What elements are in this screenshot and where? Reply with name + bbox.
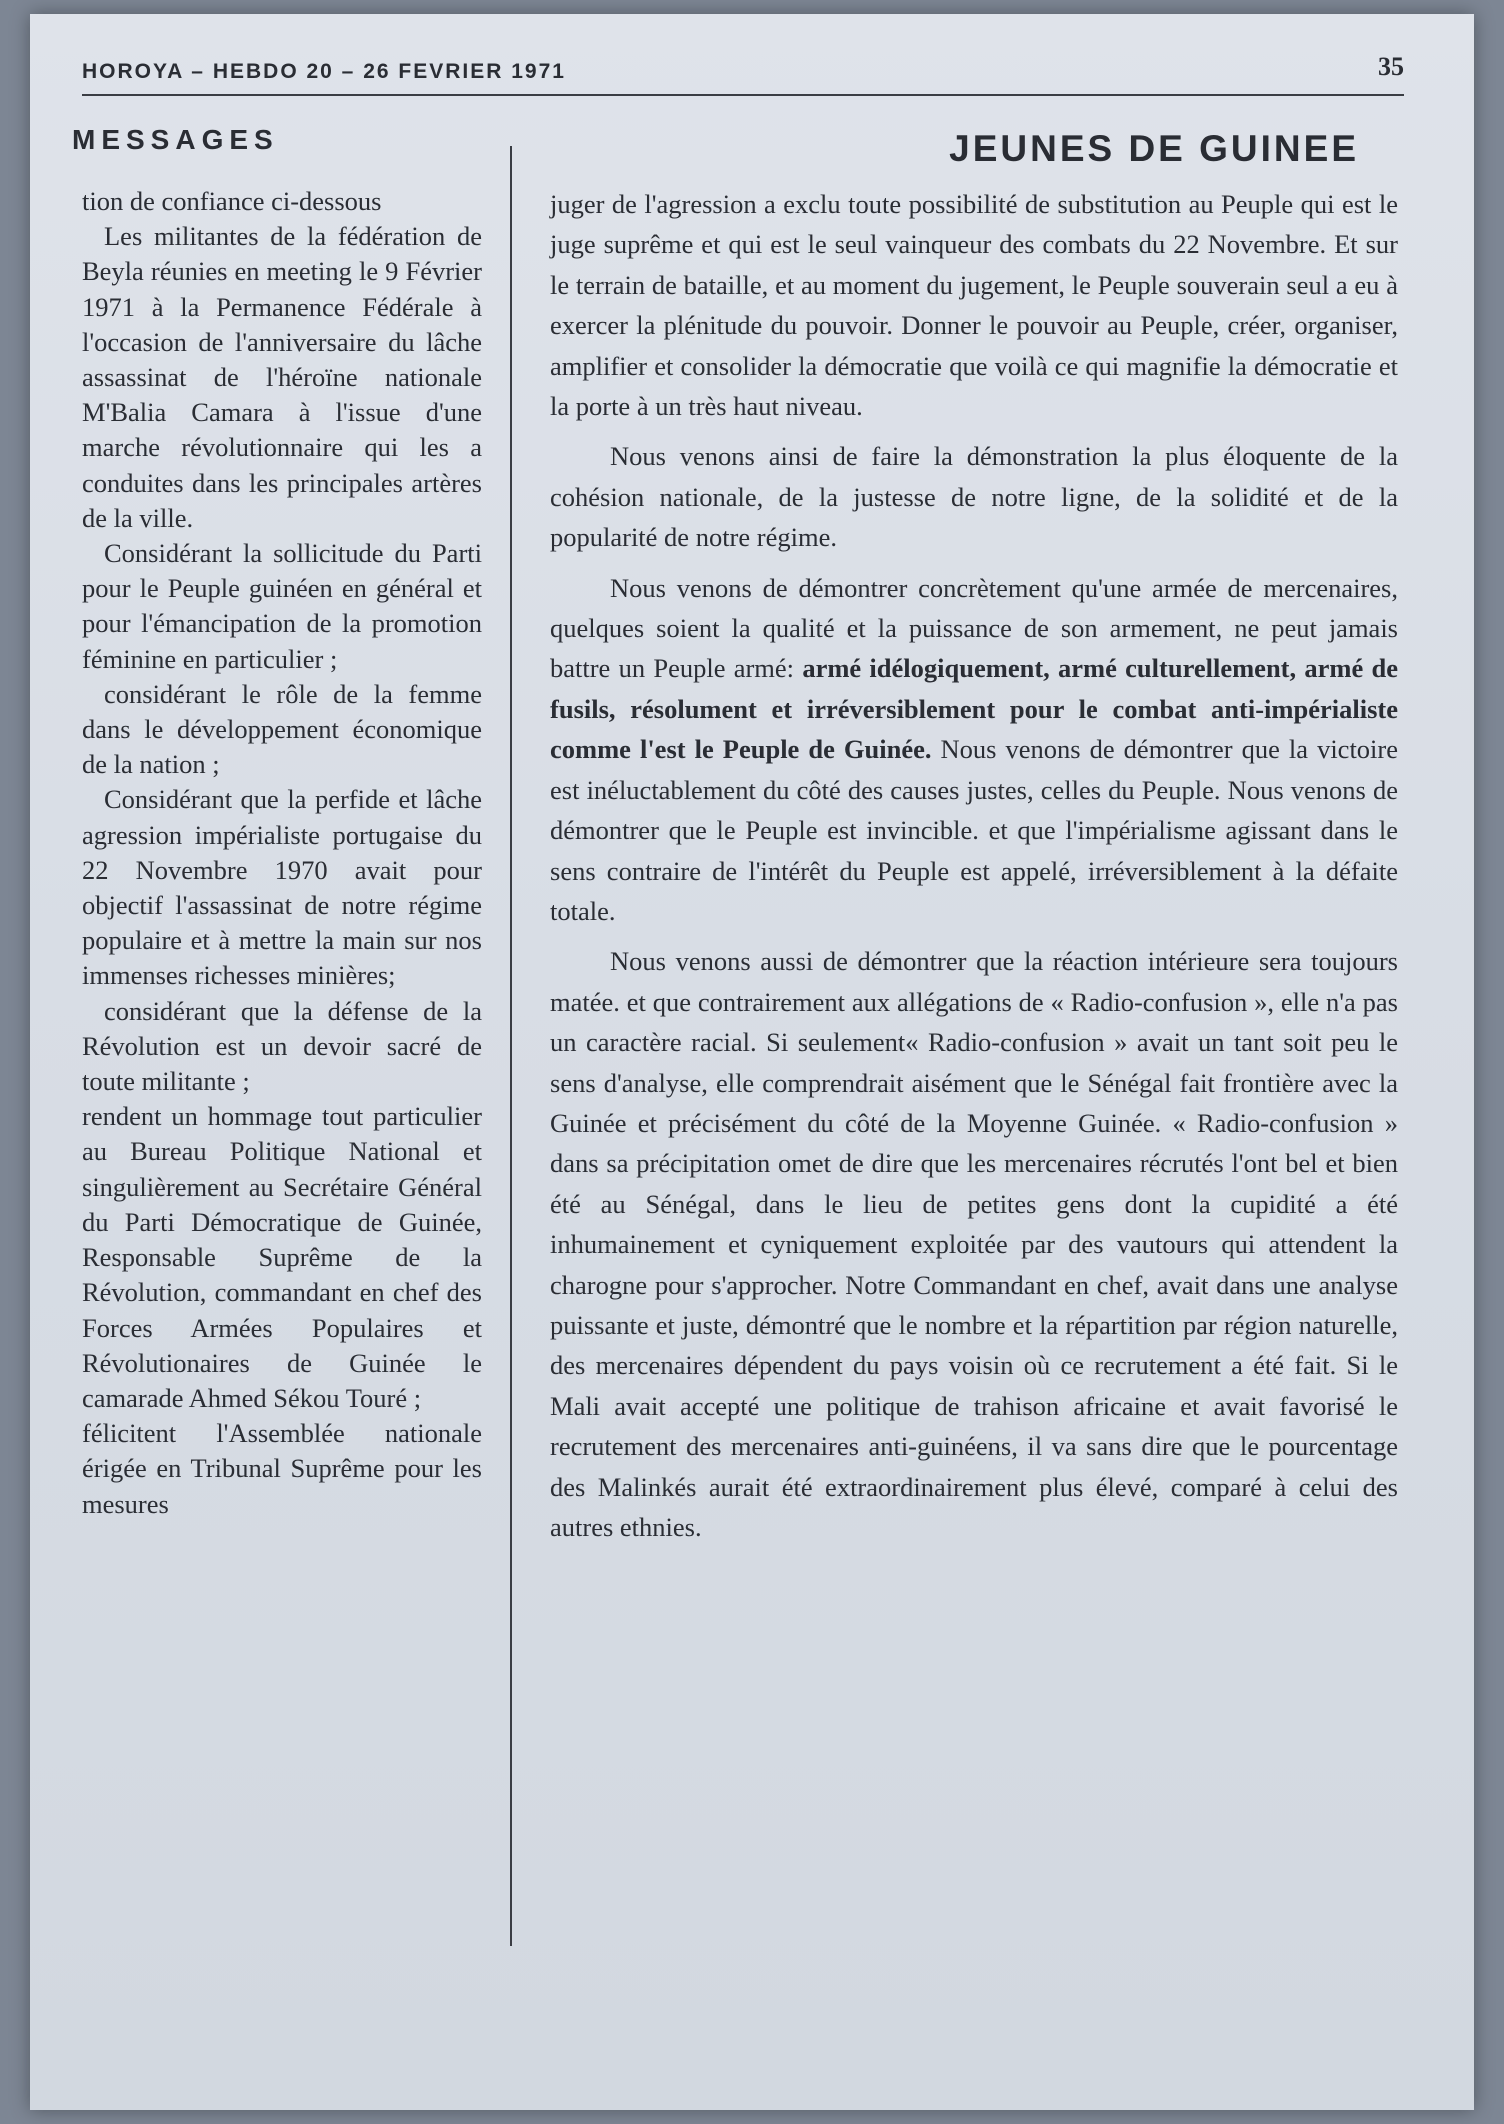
right-paragraph-1: juger de l'agression a exclu toute possibilité de substitution au Peuple qui est le juge suprême et qui est le seul vainqueur des combats du 22 Novembre. Et sur le terrain de bataille, et au moment du jugement, le Peuple souverain seul a eu à exercer la plénitude du pouvoir. Donner le pouvoir au Peuple, créer, organiser, amplifier et consolider la démocratie que voilà ce qui magnifie la démocratie et la porte à un très haut niveau. — [550, 189, 1398, 422]
left-paragraph: Considérant que la perfide et lâche agression impérialiste portugaise du 22 Novembre 1970 avait pour objectif l'assassinat de notre régime populaire et à mettre la main sur nos immenses richesses minières; — [82, 784, 482, 991]
page-header — [82, 38, 1404, 96]
left-paragraph: tion de confiance ci-dessous — [82, 186, 382, 216]
page-number: 35 — [1378, 52, 1404, 81]
section-title-jeunes: JEUNES DE GUINEE — [949, 128, 1359, 169]
left-paragraph: rendent un hommage tout particulier au Bureau Politique National et singulièrement au Secrétaire Général du Parti Démocratique de Guinée, Responsable Suprême de la Révolution, commandant en chef des Forces Armées Populaires et Révolutionaires de Guinée le camarade Ahmed Sékou Touré ; — [82, 1101, 482, 1413]
para3-start: Nous venons de démontrer concrètement qu'une armée de mercenaires, quelques soient la qualité et la puissance de son armement, ne peut jamais battre un Peuple armé: — [550, 572, 1398, 684]
left-paragraph: Les militantes de la fédération de Beyla réunies en meeting le 9 Février 1971 à la Permanence Fédérale à l'occasion de l'anniversaire du lâche assassinat de l'héroïne nationale M'Balia Camara à l'issue d'une marche révolutionnaire qui les a conduites dans les principales artères de la ville. — [82, 221, 482, 533]
section-title-messages: MESSAGES — [72, 124, 279, 155]
left-paragraph: considérant que la défense de la Révolution est un devoir sacré de toute militante ; — [82, 995, 482, 1097]
right-paragraph-3 — [550, 568, 1398, 932]
column-divider — [510, 146, 512, 1946]
right-column — [550, 184, 1398, 1549]
left-paragraph: considérant le rôle de la femme dans le développement économique de la nation ; — [82, 678, 482, 780]
para3-end: Nous venons de démontrer que la victoire est inéluctablement du côté des causes justes, celles du Peuple. Nous venons de démontrer que le Peuple est invincible. et que l'impérialisme agissant dans le sens contraire de l'intérêt du Peuple est appelé, irréversiblement à la défaite totale. — [550, 734, 1399, 926]
publication-line: HOROYA – HEBDO 20 – 26 FEVRIER 1971 — [82, 60, 566, 83]
right-paragraph-2: Nous venons ainsi de faire la démonstration la plus éloquente de la cohésion nationale, de la justesse de notre ligne, de la solidité et de la popularité de notre régime. — [550, 441, 1398, 553]
left-column — [82, 184, 482, 1522]
newspaper-page — [30, 14, 1474, 2110]
right-paragraph-4: Nous venons aussi de démontrer que la réaction intérieure sera toujours matée. et que contrairement aux allégations de « Radio-confusion », elle n'a pas un caractère racial. Si seulement« Radio-confusion » avait un tant soit peu le sens d'analyse, elle comprendrait aisément que le Sénégal fait frontière avec la Guinée et précisément du côté de la Moyenne Guinée. « Radio-confusion » dans sa précipitation omet de dire que les mercenaires récrutés l'ont bel et bien été au Sénégal, dans le lieu de petites gens dont la cupidité a été inhumainement et cyniquement exploitée par des vautours qui attendent la charogne pour s'approcher. Notre Commandant en chef, avait dans une analyse puissante et juste, démontré que le nombre et la répartition par région naturelle, des mercenaires dépendent du pays voisin où ce recrutement a été fait. Si le Mali avait accepté une politique de trahison africaine et avait favorisé le recrutement des mercenaires anti-guinéens, il va sans dire que le pourcentage des Malinkés aurait été extraordinairement plus élevé, comparé à celui des autres ethnies. — [550, 946, 1398, 1542]
left-paragraph: félicitent l'Assemblée nationale érigée en Tribunal Suprême pour les mesures — [82, 1418, 482, 1519]
para3-bold: armé idélogiquement, armé culturellement, armé de fusils, résolument et irréversiblement pour le combat anti-impérialiste comme l'est le Peuple de Guinée. — [550, 653, 1398, 765]
left-paragraph: Considérant la sollicitude du Parti pour le Peuple guinéen en général et pour l'émancipation de la promotion féminine en particulier ; — [82, 538, 482, 674]
